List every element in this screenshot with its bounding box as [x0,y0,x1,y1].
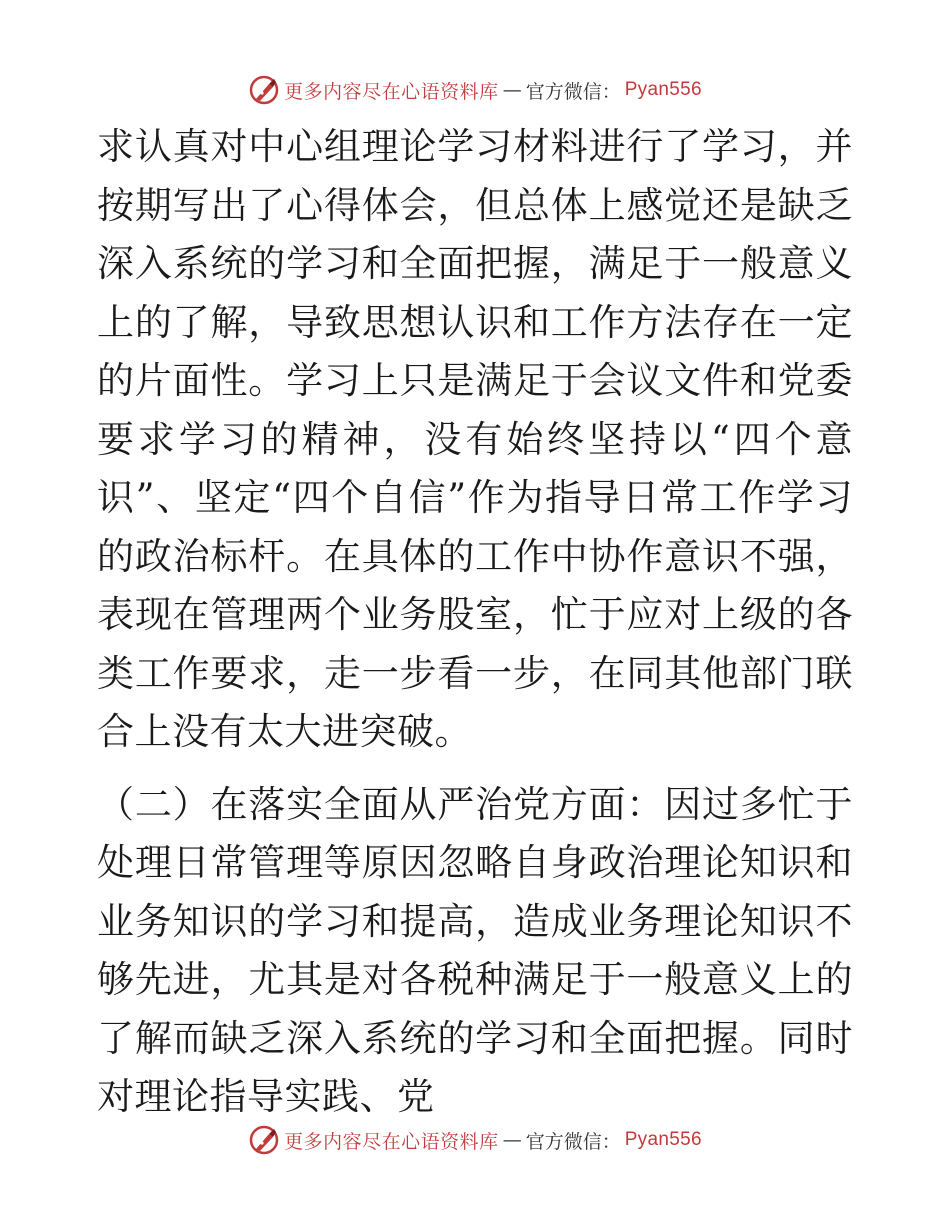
footer-dash: — [502,1129,522,1151]
footer-wechat-id: Pyan556 [624,1129,702,1150]
document-body [97,118,853,1127]
footer-brand-text: 更多内容尽在心语资料库 [284,1130,499,1153]
header-brand-text: 更多内容尽在心语资料库 [284,80,499,103]
header-wechat-id: Pyan556 [624,79,702,100]
page-footer [0,1120,950,1160]
paragraph-2: （二）在落实全面从严治党方面：因过多忙于处理日常管理等原因忽略自身政治理论知识和业务知识的学习和提高，造成业务理论知识不够先进，尤其是对各税种满足于一般意义上的了解而缺乏深入系统的学习和全面把握。同时对理论指导实践、党 [97,782,853,1118]
pen-nib-logo-icon [248,74,280,106]
pen-nib-logo-icon [248,1124,280,1156]
header-official-label: 官方微信： [525,80,621,103]
page-header [0,70,950,110]
paragraph-1: 求认真对中心组理论学习材料进行了学习，并按期写出了心得体会，但总体上感觉还是缺乏深入系统的学习和全面把握，满足于一般意义上的了解，导致思想认识和工作方法存在一定的片面性。学习上只是满足于会议文件和党委要求学习的精神，没有始终坚持以“四个意识”、坚定“四个自信”作为指导日常工作学习的政治标杆。在具体的工作中协作意识不强，表现在管理两个业务股室，忙于应对上级的各类工作要求，走一步看一步，在同其他部门联合上没有太大进突破。 [97,125,853,753]
header-watermark [248,74,702,106]
header-dash: — [502,79,522,101]
footer-official-label: 官方微信： [525,1130,621,1153]
footer-watermark [248,1124,702,1156]
